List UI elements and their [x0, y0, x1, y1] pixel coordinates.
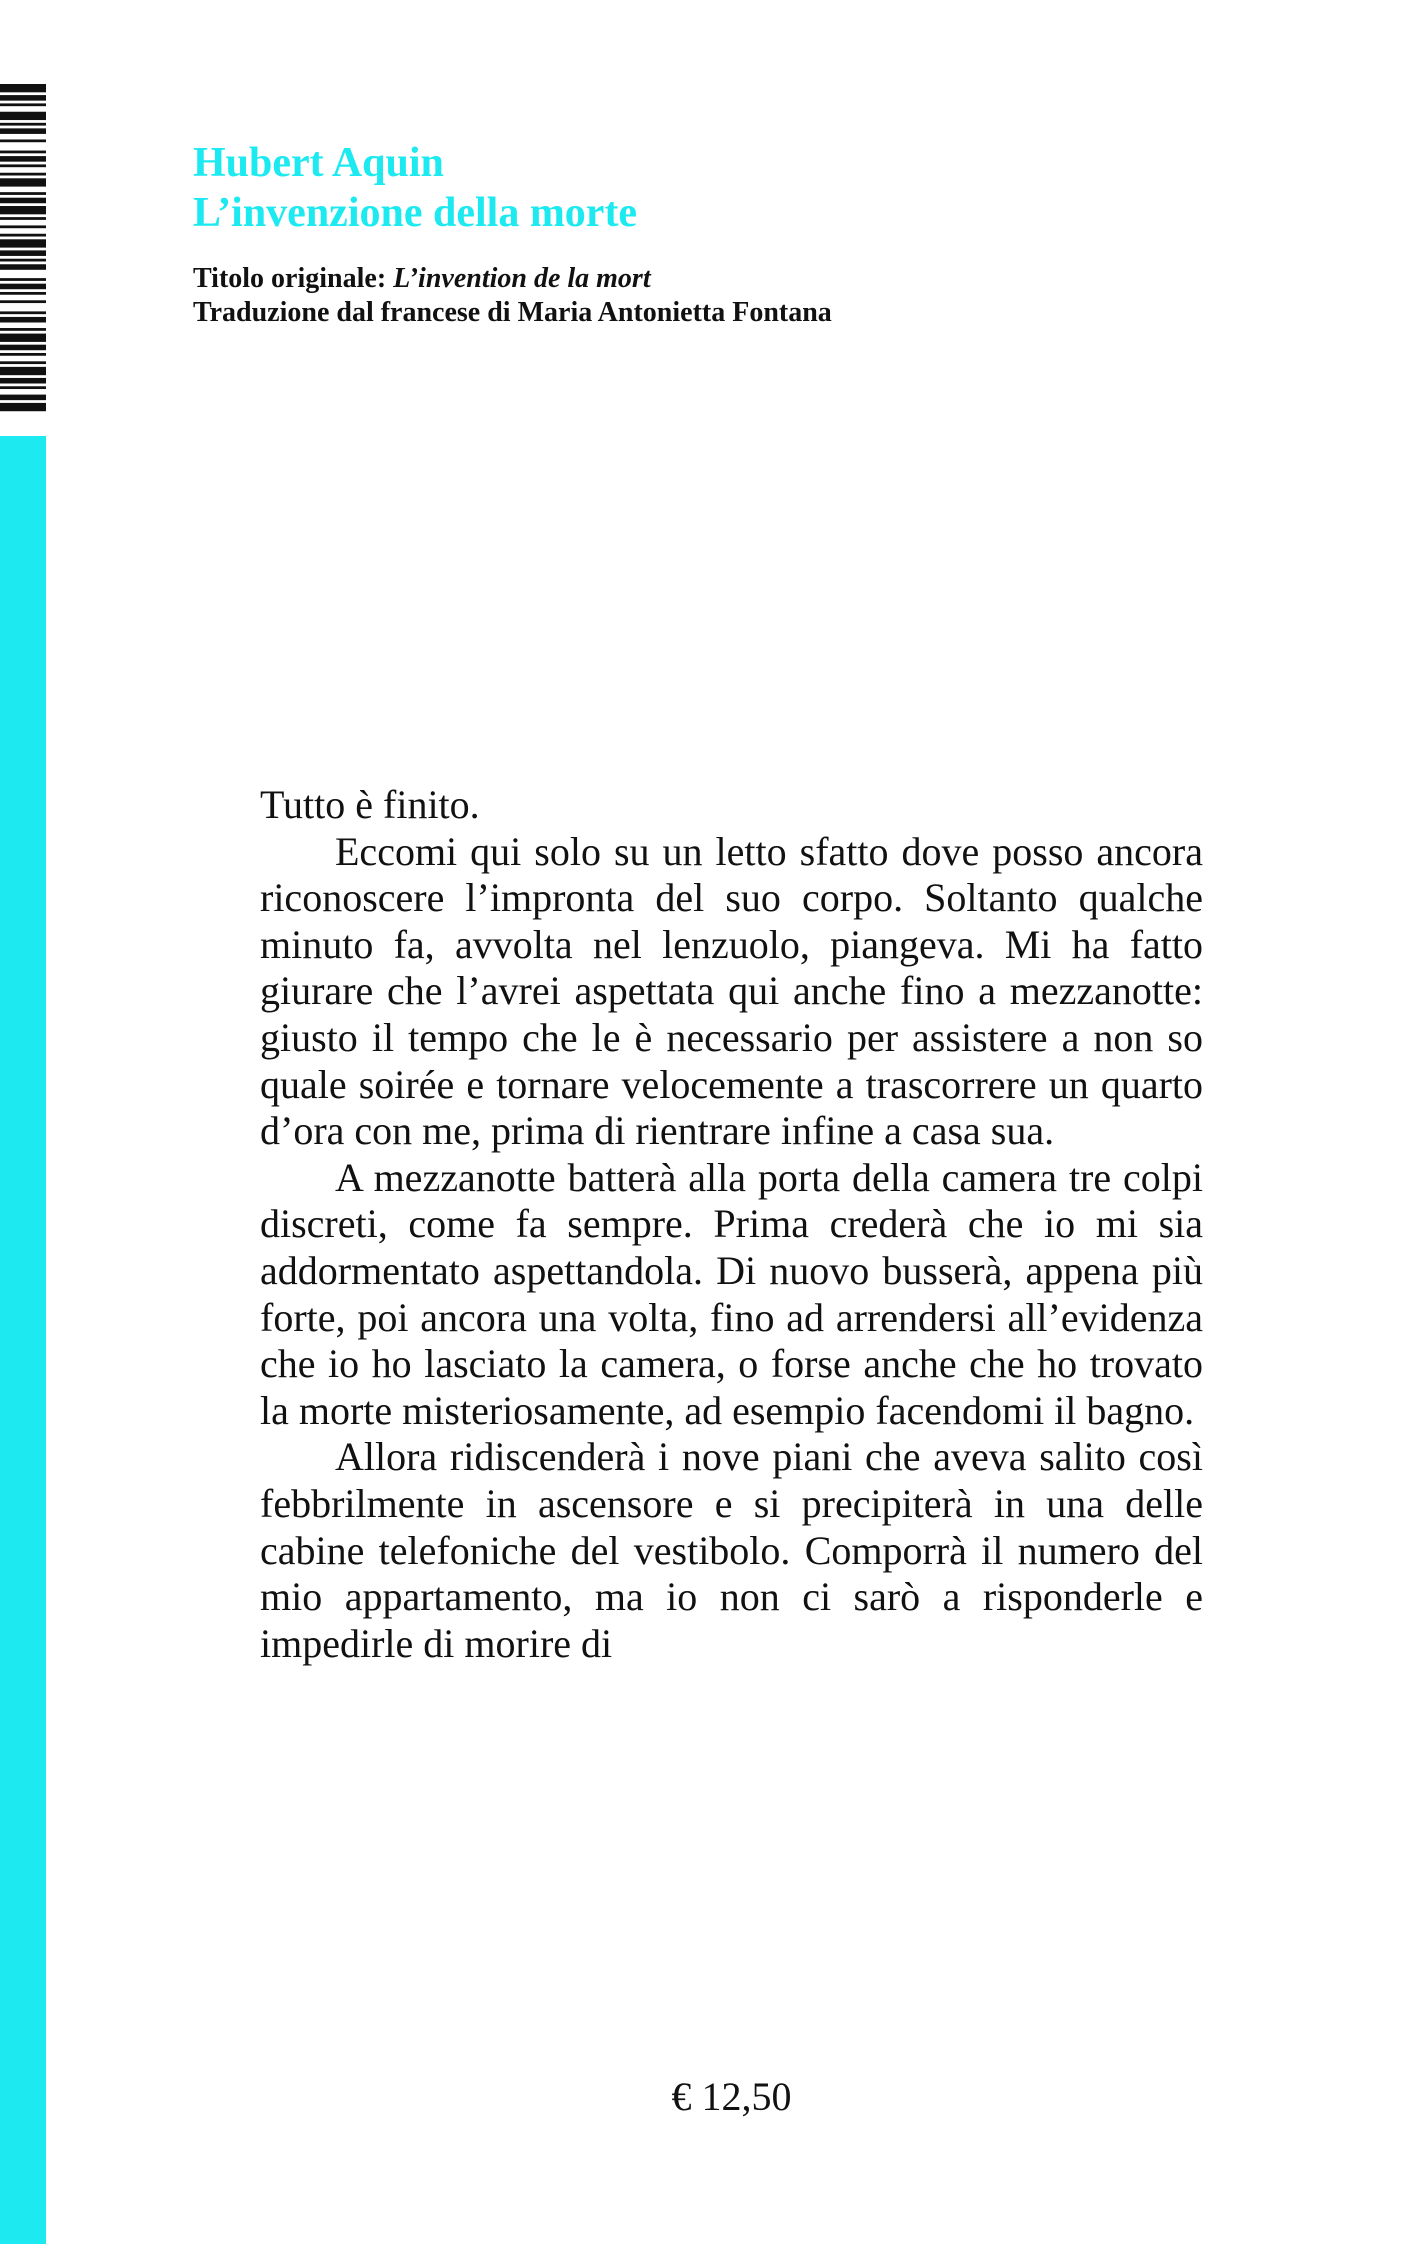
price-label: € 12,50 — [671, 2074, 792, 2119]
excerpt-paragraph: A mezzanotte batterà alla porta della camera tre colpi discreti, come fa sempre. Prima crederà che io mi sia addormentato aspettandola. Di nuovo busserà, appena più forte, poi ancora una volta, fino ad arrendersi all’evidenza che io ho lasciato la camera, o forse anche che ho trovato la morte misteriosamente, ad esempio facendomi il bagno. — [260, 1154, 1203, 1433]
original-title: L’invention de la mort — [393, 263, 651, 294]
book-excerpt — [260, 782, 1203, 1667]
excerpt-paragraph: Tutto è finito. — [260, 782, 480, 827]
original-title-line — [193, 262, 1293, 296]
barcode-icon — [0, 84, 46, 414]
original-title-label: Titolo originale: — [193, 263, 387, 294]
author-name: Hubert Aquin — [193, 140, 444, 186]
excerpt-paragraph: Allora ridiscenderà i nove piani che aveva salito così febbrilmente in ascensore e si precipiterà in una delle cabine telefoniche del vestibolo. Comporrà il numero del mio appartamento, ma io non ci sarò a risponderle e impedirle di morire di — [260, 1434, 1203, 1666]
book-title: L’invenzione della morte — [193, 190, 638, 236]
book-meta — [193, 262, 1293, 330]
translation-credit: Traduzione dal francese di Maria Antonietta Fontana — [193, 297, 832, 328]
excerpt-paragraph: Eccomi qui solo su un letto sfatto dove posso ancora riconoscere l’impronta del suo corpo. Soltanto qualche minuto fa, avvolta nel lenzuolo, piangeva. Mi ha fatto giurare che l’avrei aspettata qui anche fino a mezzanotte: giusto il tempo che le è necessario per assistere a non so quale soirée e tornare velocemente a trascorrere un quarto d’ora con me, prima di rientrare infine a casa sua. — [260, 828, 1203, 1154]
spine-color-band — [0, 436, 46, 2244]
book-header — [193, 138, 1293, 330]
